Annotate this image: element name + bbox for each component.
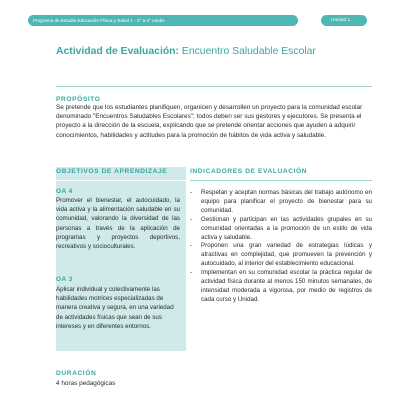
top-header [0, 0, 400, 38]
bullet-dash: - [190, 215, 193, 223]
oa-text: Promover el bienestar, el autocuidado, la vida activa y la alimentación saludable en su comunidad, valorando la diversidad de las personas a través de la aplicación de programas y proyectos deportivos, recreativos y socioculturales. [56, 197, 180, 251]
indicador-text: Gestionan y participan en las actividades grupales en su comunidad orientadas a la promoción de un estilo de vida activa y saludable. [201, 215, 372, 241]
indicadores-divider [190, 180, 372, 181]
duracion-heading: DURACIÓN [56, 370, 97, 377]
title-name: Encuentro Saludable Escolar [179, 46, 316, 57]
indicador-text: Respetan y aceptan normas básicas del trabajo autónomo en equipo para planificar el proyecto de bienestar para su comunidad. [201, 189, 372, 214]
page-title [56, 45, 376, 58]
bullet-dash: - [190, 242, 193, 250]
title-divider [56, 86, 372, 87]
unit-label: Unidad 1 [321, 15, 367, 26]
indicador-item [190, 189, 372, 216]
indicadores-list [190, 189, 372, 305]
oa-text: Aplicar individual y colectivamente las habilidades motrices especializadas de manera creativa y segura, en una variedad de actividades físicas que sean de sus intereses y en diferentes entornos. [56, 286, 174, 330]
objetivos-divider [56, 180, 186, 181]
bullet-dash: - [190, 269, 193, 277]
indicador-item [190, 269, 372, 305]
indicadores-heading: INDICADORES DE EVALUACIÓN [190, 168, 308, 175]
proposito-text: Se pretende que los estudiantes planifiquen, organicen y desarrollen un proyecto para la comunidad escolar denominado "Encuentros Saludables Escolares"; todos deben ser sus gestores y ejecutores. Se presenta el proyecto a la dirección de la escuela, explicando que se pretende orientar acciones que ayuden a adquirir conocimientos, habilidades y actitudes para la promoción de hábitos de vida activa y saludable. [56, 104, 363, 139]
oa-label: OA 4 [56, 188, 73, 195]
indicador-item [190, 242, 372, 269]
duracion-text: 4 horas pedagógicas [56, 380, 116, 387]
indicador-item [190, 216, 372, 243]
proposito-heading: PROPÓSITO [56, 96, 101, 103]
objetivos-heading: OBJETIVOS DE APRENDIZAJE [56, 168, 168, 175]
indicador-text: Proponen una gran variedad de estrategias lúdicas y atractivas en complejidad, que promueven la prevención y autocuidado, al interior del establecimiento educacional. [201, 242, 372, 268]
title-prefix: Actividad de Evaluación: [56, 46, 179, 57]
bullet-dash: - [190, 189, 193, 196]
indicador-text: Implementan en su comunidad escolar la práctica regular de actividad física durante al menos 150 minutos semanales, de intensidad moderada a vigorosa, por medio de registros de cada curso y Unidad. [201, 269, 372, 303]
oa-label: OA 3 [56, 276, 73, 283]
program-label: Programa de Estudio Educación Física y Salud 1 - 3° a 4° medio [28, 15, 298, 26]
